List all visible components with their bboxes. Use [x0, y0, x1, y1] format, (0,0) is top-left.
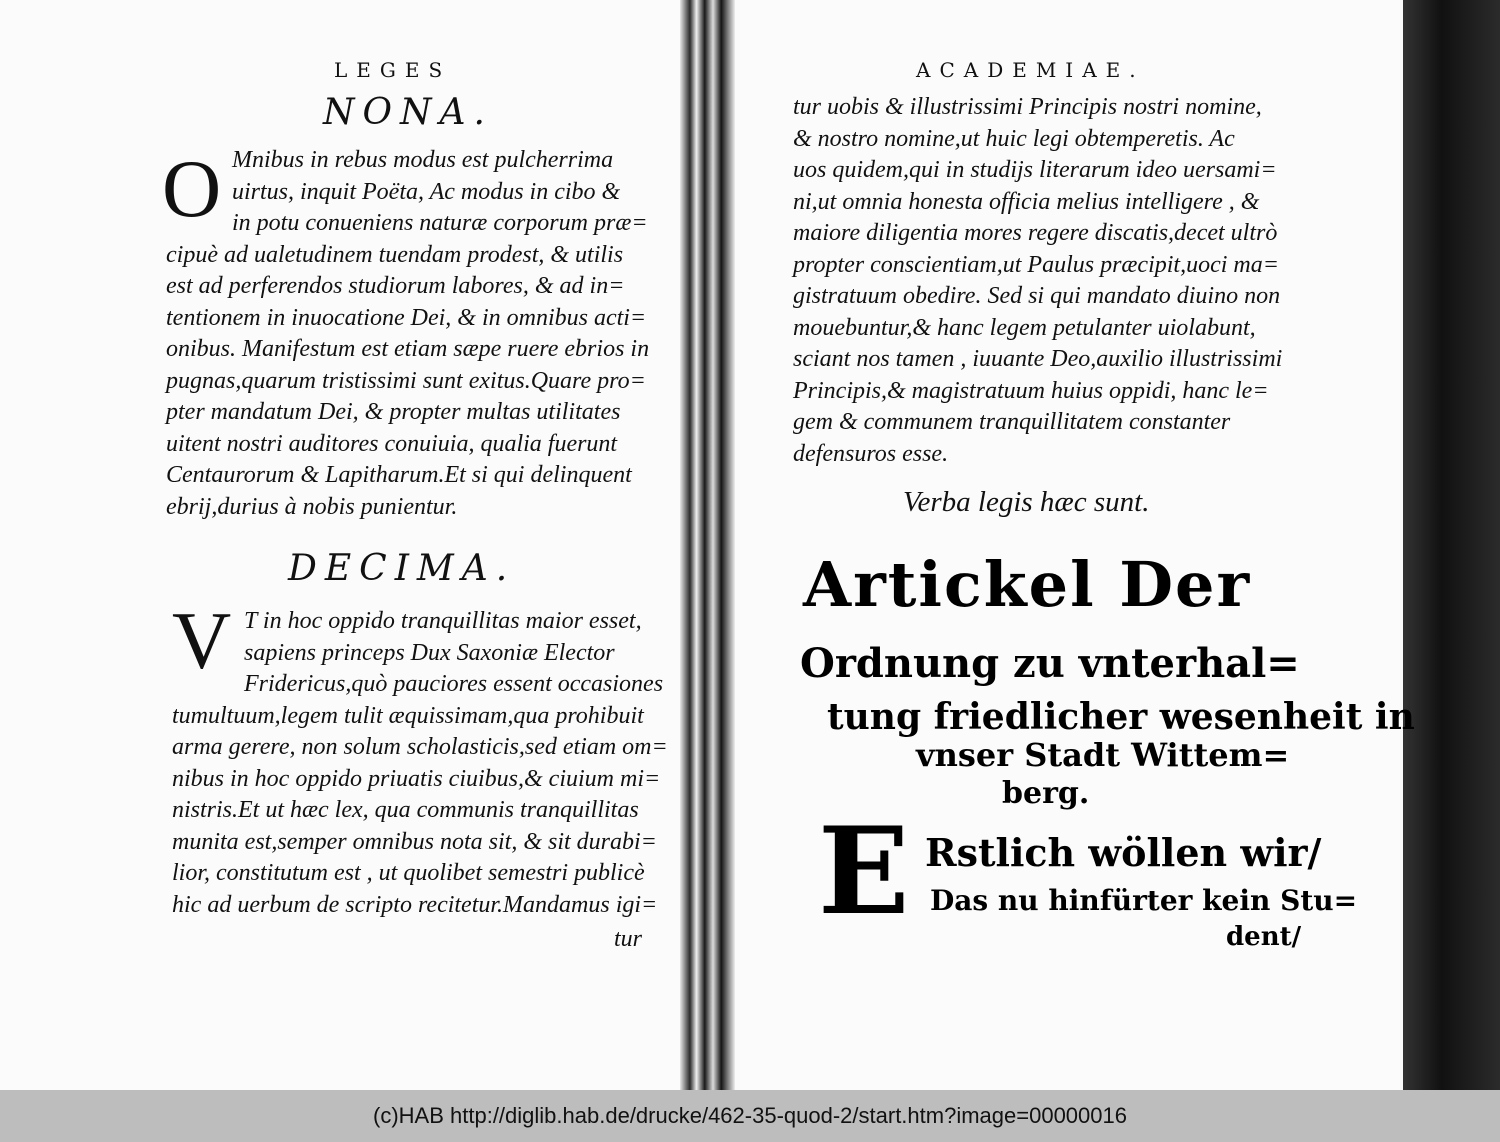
- text-line: tentionem in inuocatione Dei, & in omnibus acti=: [166, 304, 647, 331]
- decorated-initial-e: E: [818, 801, 910, 942]
- text-line: munita est,semper omnibus nota sit, & sit durabi=: [172, 828, 657, 855]
- source-footer: (c)HAB http://diglib.hab.de/drucke/462-35-quod-2/start.htm?image=00000016: [0, 1090, 1500, 1131]
- decima-text-indented: [244, 606, 664, 701]
- dropcap-v: V: [172, 595, 232, 686]
- text-line: uirtus, inquit Poëta, Ac modus in cibo &: [232, 178, 621, 205]
- running-head-right: ACADEMIAE.: [916, 58, 1145, 82]
- text-line: ni,ut omnia honesta officia melius intelligere , &: [793, 188, 1260, 215]
- decima-text-body: [172, 701, 668, 922]
- text-line: tumultuum,legem tulit æquissimam,qua prohibuit: [172, 702, 644, 729]
- fraktur-title-line: tung friedlicher wesenheit in: [827, 696, 1415, 738]
- right-text-body: [793, 92, 1283, 470]
- scan-background: [1403, 0, 1500, 1090]
- text-line: defensuros esse.: [793, 440, 949, 467]
- text-line: gistratuum obedire. Sed si qui mandato diuino non: [793, 283, 1281, 309]
- text-line: nibus in hoc oppido priuatis ciuibus,& ciuium mi=: [172, 765, 661, 792]
- text-line: sciant nos tamen , iuuante Deo,auxilio illustrissimi: [793, 346, 1283, 372]
- text-line: Fridericus,quò pauciores essent occasiones: [244, 671, 664, 697]
- text-line: & nostro nomine,ut huic legi obtemperetis. Ac: [793, 125, 1235, 152]
- dropcap-o: O: [162, 143, 222, 234]
- text-line: onibus. Manifestum est etiam sæpe ruere ebrios in: [166, 336, 650, 362]
- text-line: mouebuntur,& hanc legem petulanter uiolabunt,: [793, 314, 1256, 341]
- text-line: hic ad uerbum de scripto recitetur.Mandamus igi=: [172, 891, 658, 918]
- catchword: tur: [614, 926, 643, 952]
- text-line: est ad perferendos studiorum labores, & ad in=: [166, 273, 625, 299]
- text-line: Mnibus in rebus modus est pulcherrima: [232, 147, 614, 173]
- text-line: arma gerere, non solum scholasticis,sed etiam om=: [172, 734, 668, 760]
- running-head-left: LEGES: [334, 58, 452, 82]
- nona-text-indented: [232, 145, 648, 240]
- text-line: Centaurorum & Lapitharum.Et si qui delinquent: [166, 462, 632, 488]
- text-line: in potu conueniens naturæ corporum præ=: [232, 210, 648, 236]
- text-line: propter conscientiam,ut Paulus præcipit,uoci ma=: [793, 251, 1279, 278]
- text-line: lior, constitutum est , ut quolibet semestri publicè: [172, 860, 645, 886]
- text-line: cipuè ad ualetudinem tuendam prodest, & utilis: [166, 241, 624, 268]
- section-title-nona: NONA.: [323, 92, 493, 133]
- text-line: nistris.Et ut hæc lex, qua communis tranquillitas: [172, 797, 639, 823]
- text-line: ebrij,durius à nobis punientur.: [166, 493, 458, 520]
- text-line: pugnas,quarum tristissimi sunt exitus.Quare pro=: [166, 367, 646, 394]
- text-line: gem & communem tranquillitatem constanter: [793, 409, 1231, 435]
- fraktur-title-line: Ordnung zu vnterhal=: [800, 640, 1300, 687]
- text-line: uitent nostri auditores conuiuia, qualia fuerunt: [166, 430, 618, 457]
- fraktur-title-line: berg.: [1002, 776, 1090, 811]
- fraktur-title-line: Artickel Der: [803, 548, 1252, 621]
- fraktur-text-line: dent/: [1226, 922, 1302, 952]
- fraktur-title-line: vnser Stadt Wittem=: [916, 736, 1290, 774]
- text-line: tur uobis & illustrissimi Principis nostri nomine,: [793, 94, 1262, 120]
- fraktur-text-line: Rstlich wöllen wir/: [925, 830, 1322, 875]
- text-line: pter mandatum Dei, & propter multas utilitates: [166, 399, 621, 425]
- text-line: T in hoc oppido tranquillitas maior esset,: [244, 608, 642, 634]
- text-line: Principis,& magistratuum huius oppidi, hanc le=: [793, 377, 1269, 404]
- text-line: sapiens princeps Dux Saxoniæ Elector: [244, 639, 615, 666]
- text-line: uos quidem,qui in studijs literarum ideo uersami=: [793, 157, 1277, 183]
- nona-text-body: [166, 240, 650, 524]
- fraktur-text-line: Das nu hinfürter kein Stu=: [930, 884, 1358, 917]
- section-title-decima: DECIMA.: [288, 548, 516, 589]
- book-gutter: [680, 0, 735, 1090]
- verba-legis-heading: Verba legis hæc sunt.: [903, 486, 1150, 518]
- text-line: maiore diligentia mores regere discatis,decet ultrò: [793, 220, 1278, 246]
